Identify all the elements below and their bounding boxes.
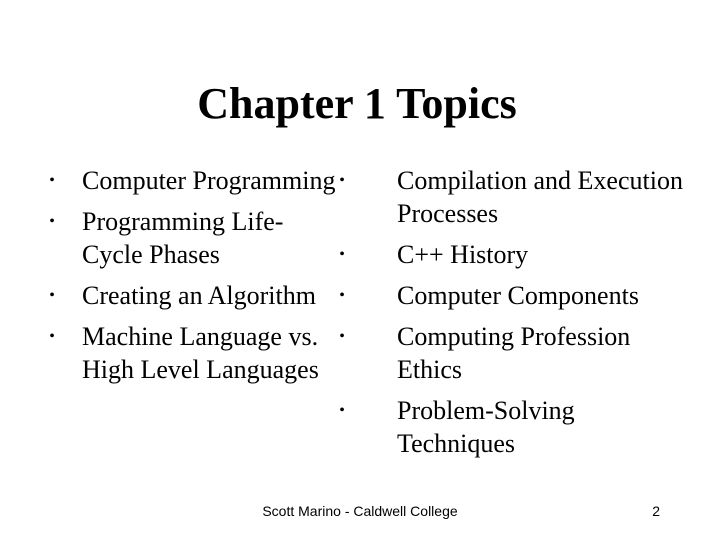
bullet-item bbox=[339, 394, 697, 460]
bullet-icon: • bbox=[339, 287, 345, 304]
bullet-icon: • bbox=[339, 402, 345, 419]
right-bullet-list bbox=[339, 164, 697, 468]
bullet-icon: • bbox=[49, 328, 55, 345]
bullet-icon: • bbox=[339, 328, 345, 345]
bullet-icon: • bbox=[49, 287, 55, 304]
bullet-text: Machine Language vs. High Level Languages bbox=[82, 322, 319, 384]
bullet-icon: • bbox=[49, 213, 55, 230]
bullet-text: Computing Profession Ethics bbox=[397, 322, 631, 384]
page-number: 2 bbox=[652, 503, 660, 519]
bullet-text: Compilation and Execution Processes bbox=[397, 166, 683, 228]
bullet-icon: • bbox=[339, 246, 345, 263]
bullet-text: Computer Programming bbox=[82, 166, 336, 195]
bullet-text: Problem-Solving Techniques bbox=[397, 396, 575, 458]
bullet-item bbox=[49, 320, 344, 386]
left-bullet-list bbox=[49, 164, 344, 394]
bullet-text: C++ History bbox=[397, 240, 529, 269]
bullet-item bbox=[339, 320, 697, 386]
slide-footer: Scott Marino - Caldwell College bbox=[262, 503, 458, 519]
bullet-item bbox=[49, 164, 344, 197]
slide-title: Chapter 1 Topics bbox=[197, 79, 517, 128]
bullet-icon: • bbox=[339, 172, 345, 189]
bullet-item bbox=[339, 279, 697, 312]
bullet-text: Programming Life-Cycle Phases bbox=[82, 207, 284, 269]
bullet-item bbox=[49, 279, 344, 312]
bullet-item bbox=[49, 205, 344, 271]
bullet-text: Creating an Algorithm bbox=[82, 281, 316, 310]
bullet-item bbox=[339, 238, 697, 271]
bullet-item bbox=[339, 164, 697, 230]
bullet-text: Computer Components bbox=[397, 281, 639, 310]
bullet-icon: • bbox=[49, 172, 55, 189]
